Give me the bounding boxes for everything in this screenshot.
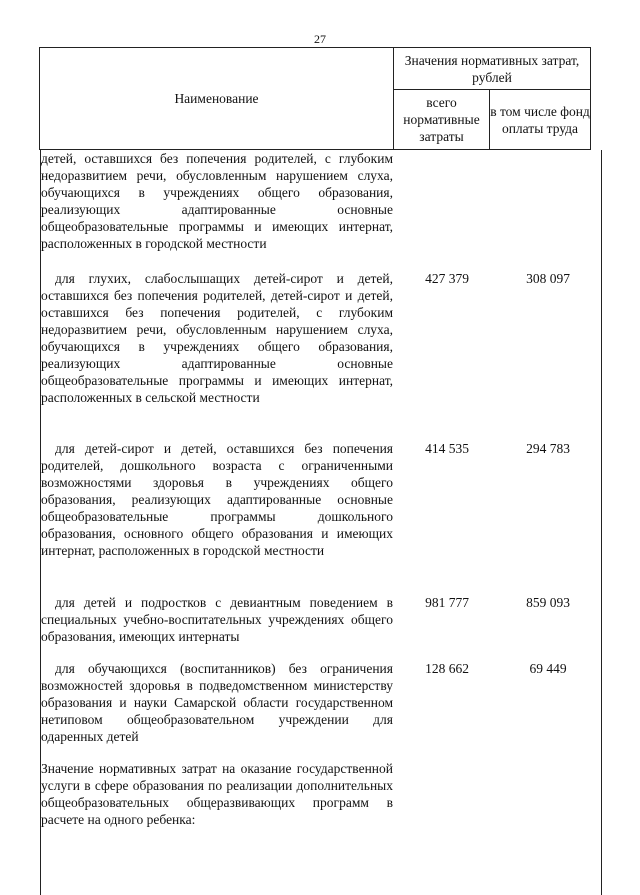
row-description: Значение нормативных затрат на оказание государственной услуги в сфере образования по реализации дополнительных общеобразовательных общеразвивающих программ в расчете на одного ребенка: bbox=[41, 761, 393, 827]
table-header bbox=[39, 47, 591, 150]
row-description: для обучающихся (воспитанников) без ограничения возможностей здоровья в подведомственном министерству образования и науки Самарской области государственном нетиповом общеобразовательном учреждении для одаренных детей bbox=[41, 661, 393, 744]
row-description: для детей-сирот и детей, оставшихся без попечения родителей, дошкольного возраста с ограниченными возможностями здоровья в учреждениях общего образования, реализующих адаптированные основные общеобразовательные программы дошкольного образования, основного общего образования и имеющих интернат, расположенных в городской местности bbox=[41, 441, 393, 558]
row-total-value: 414 535 bbox=[425, 441, 469, 456]
row-wage-value: 859 093 bbox=[526, 595, 570, 610]
row-description: детей, оставшихся без попечения родителей, с глубоким недоразвитием речи, обусловленным нарушением слуха, обучающихся в учреждениях общего образования, реализующих адаптированные основные общеобразовательные программы и имеющих интернат, расположенных в городской местности bbox=[41, 151, 393, 251]
row-total-value: 427 379 bbox=[425, 271, 469, 286]
row-total-value: 981 777 bbox=[425, 595, 469, 610]
header-name-column: Наименование bbox=[40, 48, 394, 150]
row-wage-value: 308 097 bbox=[526, 271, 570, 286]
page-number: 27 bbox=[314, 32, 326, 46]
row-wage-value: 69 449 bbox=[529, 661, 567, 676]
row-description: для детей и подростков с девиантным поведением в специальных учебно-воспитательных учреждениях общего образования, имеющих интернаты bbox=[41, 595, 393, 644]
header-total-column: всего нормативные затраты bbox=[394, 90, 490, 150]
header-wage-column: в том числе фонд оплаты труда bbox=[490, 90, 591, 150]
row-total-value: 128 662 bbox=[425, 661, 469, 676]
header-values-group: Значения нормативных затрат, рублей bbox=[394, 48, 591, 90]
table-body bbox=[40, 150, 602, 895]
row-wage-value: 294 783 bbox=[526, 441, 570, 456]
row-description: для глухих, слабослышащих детей-сирот и детей, оставшихся без попечения родителей, детей-сирот и детей, оставшихся без попечения родителей, с глубоким недоразвитием речи, обусловленным нарушением слуха, обучающихся в учреждениях общего образования, реализующих адаптированные основные общеобразовательные программы и имеющих интернат, расположенных в сельской местности bbox=[41, 271, 393, 405]
